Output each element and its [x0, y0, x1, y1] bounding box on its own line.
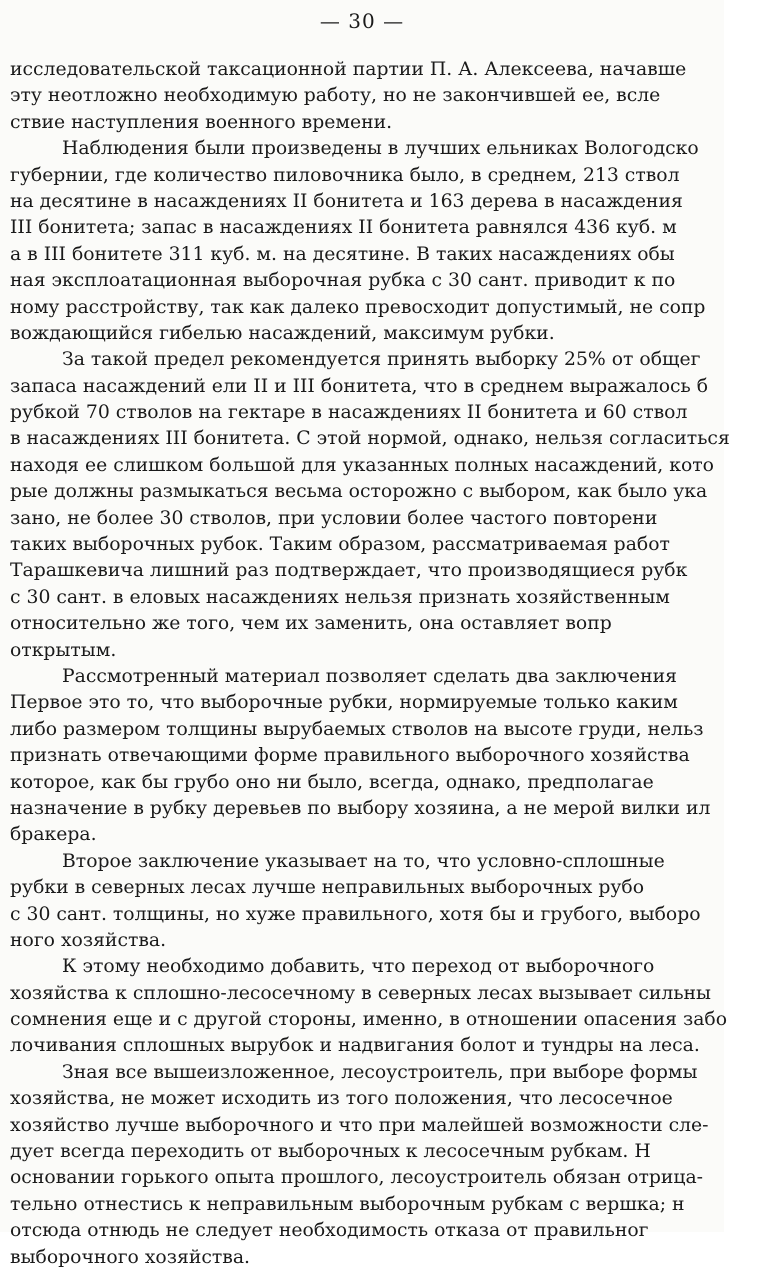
text-line: а в III бонитете 311 куб. м. на десятине. В таких насаждениях обы — [10, 243, 675, 265]
text-line: ному расстройству, так как далеко превосходит допустимый, не сопр — [10, 296, 706, 318]
text-line: ствие наступления военного времени. — [10, 111, 393, 133]
text-line: исследовательской таксационной партии П. А. Алексеева, начавше — [10, 59, 687, 80]
paragraph — [10, 1060, 770, 1271]
text-line: основании горького опыта прошлого, лесоустроитель обязан отрица- — [10, 1167, 704, 1189]
body-text — [10, 57, 770, 1271]
text-line: в насаждениях III бонитета. С этой нормой, однако, нельзя согласиться — [10, 428, 730, 450]
paragraph — [10, 136, 770, 347]
paragraph — [10, 954, 770, 1060]
text-line: с 30 сант. в еловых насаждениях нельзя признать хозяйственным — [10, 586, 670, 608]
text-line: лочивания сплошных вырубок и надвигания болот и тундры на леса. — [10, 1035, 700, 1057]
text-line: тельно отнестись к неправильным выборочным рубкам с вершка; н — [10, 1193, 685, 1215]
text-line: рубки в северных лесах лучше неправильных выборочных рубо — [10, 877, 645, 899]
paragraph — [10, 664, 770, 849]
text-line: Второе заключение указывает на то, что условно-сплошные — [62, 850, 665, 872]
text-line: III бонитета; запас в насаждениях II бонитета равнялся 436 куб. м — [10, 217, 677, 239]
text-line: Зная все вышеизложенное, лесоустроитель, при выборе формы — [62, 1061, 698, 1083]
text-line: ная эксплоатационная выборочная рубка с 30 сант. приводит к по — [10, 270, 676, 292]
text-line: хозяйства, не может исходить из того положения, что лесосечное — [10, 1088, 673, 1110]
text-line: губернии, где количество пиловочника было, в среднем, 213 ствол — [10, 164, 680, 186]
text-line: запаса насаждений ели II и III бонитета, что в среднем выражалось б — [10, 375, 709, 397]
text-line: вождающийся гибелью насаждений, максимум рубки. — [10, 322, 555, 344]
text-line: зано, не более 30 стволов, при условии более частого повторени — [10, 507, 658, 529]
text-line: либо размером толщины вырубаемых стволов на высоте груди, нельз — [10, 718, 704, 740]
text-line: таких выборочных рубок. Таким образом, рассматриваемая работ — [10, 534, 670, 556]
paragraph — [10, 849, 770, 955]
text-line: дует всегда переходить от выборочных к лесосечным рубкам. Н — [10, 1141, 651, 1163]
text-line: находя ее слишком большой для указанных полных насаждений, кото — [10, 454, 714, 476]
text-line: Наблюдения были произведены в лучших ельниках Вологодско — [62, 138, 699, 160]
paragraph — [10, 347, 770, 664]
text-line: Первое это то, что выборочные рубки, нормируемые только каким — [10, 692, 678, 714]
text-line: признать отвечающими форме правильного выборочного хозяйства — [10, 745, 690, 767]
text-line: назначение в рубку деревьев по выбору хозяина, а не мерой вилки ил — [10, 797, 711, 819]
text-line: относительно же того, чем их заменить, она оставляет вопр — [10, 613, 612, 635]
text-line: на десятине в насаждениях II бонитета и 163 дерева в насаждения — [10, 190, 683, 212]
page-number: — 30 — — [319, 9, 405, 33]
text-line: рые должны размыкаться весьма осторожно с выбором, как было ука — [10, 481, 708, 503]
text-line: За такой предел рекомендуется принять выборку 25% от общег — [62, 349, 701, 371]
paragraph — [10, 57, 770, 136]
text-line: которое, как бы грубо оно ни было, всегда, однако, предполагае — [10, 771, 654, 793]
text-line: К этому необходимо добавить, что переход от выборочного — [62, 956, 655, 978]
text-line: эту неотложно необходимую работу, но не закончившей ее, всле — [10, 85, 661, 107]
text-line: хозяйство лучше выборочного и что при малейшей возможности сле- — [10, 1114, 709, 1136]
text-line: отсюда отнюдь не следует необходимость отказа от правильног — [10, 1220, 649, 1242]
text-line: с 30 сант. толщины, но хуже правильного, хотя бы и грубого, выборо — [10, 903, 701, 925]
text-line: рубкой 70 стволов на гектаре в насаждениях II бонитета и 60 ствол — [10, 402, 688, 424]
text-line: Рассмотренный материал позволяет сделать два заключения — [62, 665, 678, 687]
text-line: выборочного хозяйства. — [10, 1246, 250, 1268]
text-line: ного хозяйства. — [10, 929, 167, 951]
text-line: Тарашкевича лишний раз подтверждает, что производящиеся рубк — [10, 560, 688, 582]
text-line: хозяйства к сплошно-лесосечному в северных лесах вызывает сильны — [10, 982, 712, 1004]
text-line: бракера. — [10, 824, 97, 846]
text-line: открытым. — [10, 639, 117, 661]
text-line: сомнения еще и с другой стороны, именно, в отношении опасения забо — [10, 1009, 728, 1031]
